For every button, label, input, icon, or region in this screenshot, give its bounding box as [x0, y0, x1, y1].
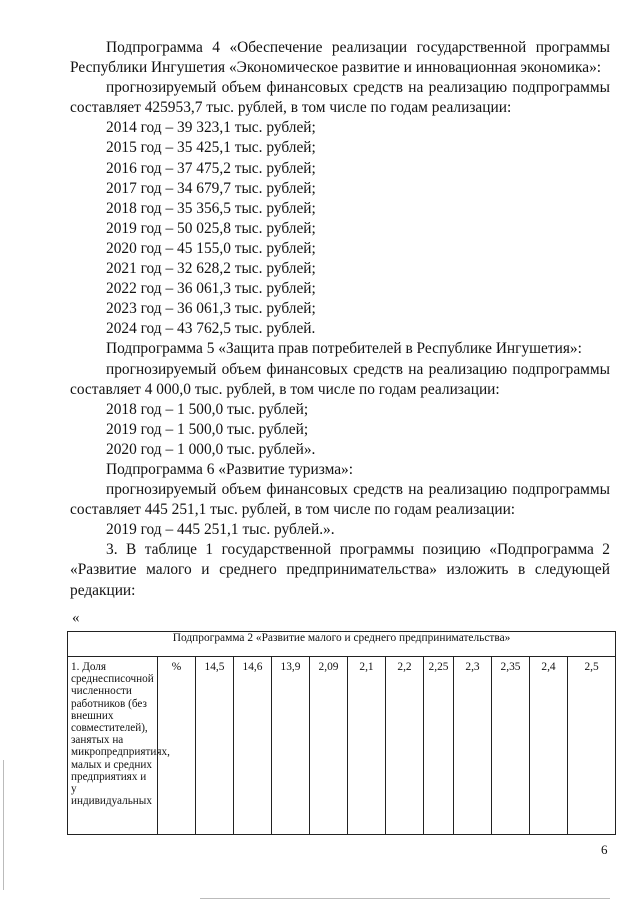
- subprogram-4-volume: прогнозируемый объем финансовых средств на реализацию подпрограммы составляет 425953,7 тыс. рублей, в том числе по годам реализации:: [70, 79, 610, 117]
- year-line: 2018 год – 1 500,0 тыс. рублей;: [106, 400, 309, 418]
- table-header-row: [68, 632, 616, 657]
- value-cell: 13,9: [272, 657, 310, 835]
- document-body: [70, 38, 610, 601]
- subprogram-6-volume: прогнозируемый объем финансовых средств на реализацию подпрограммы составляет 445 251,1 тыс. рублей, в том числе по годам реализации:: [70, 481, 610, 519]
- value-cell: 2,25: [424, 657, 454, 835]
- page-number: 6: [601, 842, 608, 857]
- year-line: 2017 год – 34 679,7 тыс. рублей;: [106, 179, 316, 197]
- year-line: 2019 год – 445 251,1 тыс. рублей.».: [106, 521, 335, 539]
- subprogram-2-header: Подпрограмма 2 «Развитие малого и среднего предпринимательства»: [68, 632, 616, 657]
- subprogram-6-title: Подпрограмма 6 «Развитие туризма»:: [106, 460, 354, 478]
- subprogram-5-title: Подпрограмма 5 «Защита прав потребителей в Республике Ингушетия»:: [106, 340, 582, 358]
- open-quote: «: [72, 610, 80, 626]
- year-line: 2024 год – 43 762,5 тыс. рублей.: [106, 320, 316, 338]
- value-cell: 2,3: [454, 657, 492, 835]
- scan-bottom-mark: [200, 898, 610, 899]
- year-line: 2023 год – 36 061,3 тыс. рублей;: [106, 300, 316, 318]
- indicators-table: [67, 631, 616, 835]
- subprogram-4-title: Подпрограмма 4 «Обеспечение реализации государственной программы Республики Ингушетия «Экономическое развитие и инновационная экономика»:: [70, 39, 610, 77]
- year-line: 2019 год – 50 025,8 тыс. рублей;: [106, 219, 316, 237]
- unit-cell: %: [158, 657, 196, 835]
- year-line: 2016 год – 37 475,2 тыс. рублей;: [106, 159, 316, 177]
- value-cell: 2,09: [310, 657, 348, 835]
- scan-edge-mark: [3, 760, 4, 890]
- year-line: 2014 год – 39 323,1 тыс. рублей;: [106, 119, 316, 137]
- year-line: 2020 год – 45 155,0 тыс. рублей;: [106, 239, 316, 257]
- subprogram-5-volume: прогнозируемый объем финансовых средств на реализацию подпрограммы составляет 4 000,0 тыс. рублей, в том числе по годам реализации:: [70, 360, 610, 398]
- value-cell: 2,2: [386, 657, 424, 835]
- value-cell: 14,5: [196, 657, 234, 835]
- year-line: 2015 год – 35 425,1 тыс. рублей;: [106, 139, 316, 157]
- value-cell: 2,4: [530, 657, 568, 835]
- year-line: 2020 год – 1 000,0 тыс. рублей».: [106, 440, 316, 458]
- year-line: 2021 год – 32 628,2 тыс. рублей;: [106, 260, 316, 278]
- value-cell: 2,35: [492, 657, 530, 835]
- table-row: [68, 657, 616, 835]
- value-cell: 14,6: [234, 657, 272, 835]
- year-line: 2022 год – 36 061,3 тыс. рублей;: [106, 280, 316, 298]
- value-cell: 2,5: [568, 657, 616, 835]
- value-cell: 2,1: [348, 657, 386, 835]
- indicator-cell: 1. Доля среднесписочной численности работников (без внешних совместителей), занятых на микропредприятиях, малых и средних предприятиях и у индивидуальных: [68, 657, 158, 835]
- item-3-paragraph: 3. В таблице 1 государственной программы позицию «Подпрограмма 2 «Развитие малого и среднего предпринимательства» изложить в следующей редакции:: [70, 541, 610, 599]
- year-line: 2018 год – 35 356,5 тыс. рублей;: [106, 199, 316, 217]
- year-line: 2019 год – 1 500,0 тыс. рублей;: [106, 420, 309, 438]
